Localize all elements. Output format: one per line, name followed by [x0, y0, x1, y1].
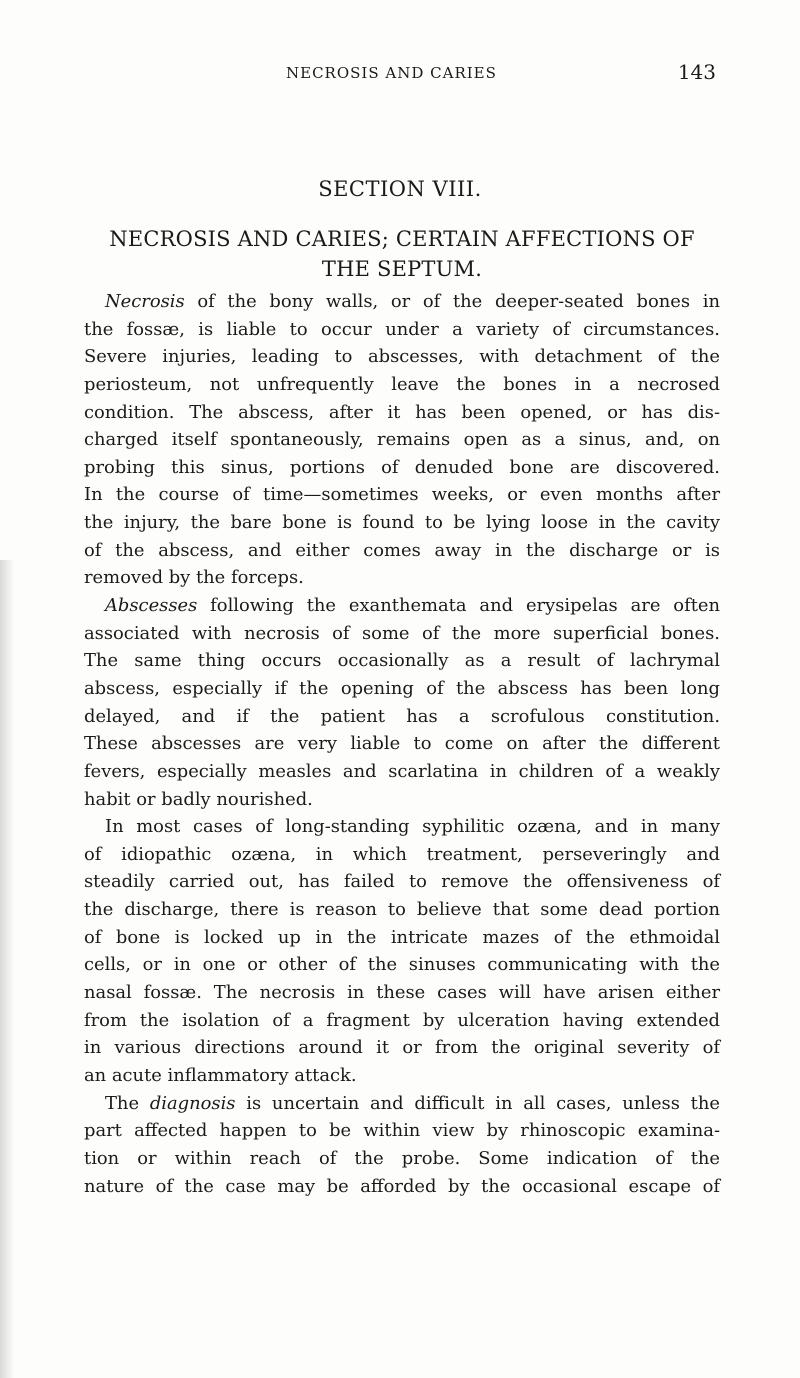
paragraph-2-line: abscess, especially if the opening of the abscess has been long	[84, 677, 720, 699]
paragraph-1-line: probing this sinus, portions of denuded bone are discovered.	[84, 456, 720, 478]
paragraph-3-line: in various directions around it or from the original severity of	[84, 1037, 720, 1059]
chapter-title	[84, 224, 720, 284]
paragraph-1-line: of the abscess, and either comes away in the discharge or is	[84, 539, 720, 561]
paragraph-4-line: part affected happen to be within view by rhinoscopic examina-	[84, 1120, 720, 1142]
paragraph-1-line-1: Necrosis of the bony walls, or of the deeper-seated bones in	[105, 291, 720, 312]
paragraph-3-line: nasal fossæ. The necrosis in these cases will have arisen either	[84, 982, 720, 1004]
paragraph-2-line: fevers, especially measles and scarlatina in children of a weakly	[84, 760, 720, 782]
necrosis-lead-term: Necrosis	[105, 291, 185, 312]
paragraph-1-line: In the course of time—sometimes weeks, or even months after	[84, 484, 720, 506]
paragraph-2-line: habit or badly nourished.	[84, 788, 313, 810]
paragraph-1-line: Severe injuries, leading to abscesses, with detachment of the	[84, 346, 720, 368]
paragraph-3-line: an acute inflammatory attack.	[84, 1064, 357, 1086]
paragraph-1-line: condition. The abscess, after it has been opened, or has dis-	[84, 401, 720, 423]
paragraph-3-line: of bone is locked up in the intricate mazes of the ethmoidal	[84, 926, 720, 948]
paragraph-1-line: periosteum, not unfrequently leave the bones in a necrosed	[84, 373, 720, 395]
paragraph-2-line-1: Abscesses following the exanthemata and erysipelas are often	[105, 595, 720, 617]
page-number: 143	[677, 60, 716, 84]
binding-shadow	[0, 560, 14, 1378]
chapter-title-line-1: NECROSIS AND CARIES; CERTAIN AFFECTIONS OF	[109, 227, 695, 251]
paragraph-1-line: the fossæ, is liable to occur under a variety of circumstances.	[84, 318, 720, 340]
paragraph-3-line: steadily carried out, has failed to remove the offensiveness of	[84, 871, 720, 893]
paragraph-3-line: from the isolation of a fragment by ulceration having extended	[84, 1009, 720, 1031]
paragraph-3-line: of idiopathic ozæna, in which treatment, perseveringly and	[84, 843, 720, 865]
paragraph-3-line-1: In most cases of long-standing syphilitic ozæna, and in many	[105, 816, 720, 838]
paragraph-2-line: associated with necrosis of some of the more superficial bones.	[84, 622, 720, 644]
paragraph-4-line: tion or within reach of the probe. Some indication of the	[84, 1147, 720, 1169]
paragraph-4-line-1: The diagnosis is uncertain and difficult in all cases, unless the	[105, 1092, 720, 1114]
paragraph-4-line: nature of the case may be afforded by the occasional escape of	[84, 1175, 720, 1197]
abscesses-lead-term: Abscesses	[105, 595, 198, 617]
paragraph-2-line: delayed, and if the patient has a scrofulous constitution.	[84, 705, 720, 727]
running-head	[286, 60, 716, 90]
running-head-title: NECROSIS AND CARIES	[286, 64, 497, 82]
body-text	[84, 288, 720, 1200]
diagnosis-lead-term: diagnosis	[149, 1092, 236, 1114]
paragraph-1-line: the injury, the bare bone is found to be lying loose in the cavity	[84, 512, 720, 534]
paragraph-1-line: charged itself spontaneously, remains open as a sinus, and, on	[84, 429, 720, 451]
section-heading: SECTION VIII.	[318, 177, 482, 201]
paragraph-2-line: These abscesses are very liable to come on after the different	[84, 733, 720, 755]
chapter-title-line-2: THE SEPTUM.	[321, 257, 483, 281]
paragraph-1-line: removed by the forceps.	[84, 567, 304, 589]
paragraph-2-line: The same thing occurs occasionally as a result of lachrymal	[84, 650, 720, 672]
paragraph-3-line: the discharge, there is reason to believe that some dead portion	[84, 899, 720, 921]
paragraph-3-line: cells, or in one or other of the sinuses communicating with the	[84, 954, 720, 976]
